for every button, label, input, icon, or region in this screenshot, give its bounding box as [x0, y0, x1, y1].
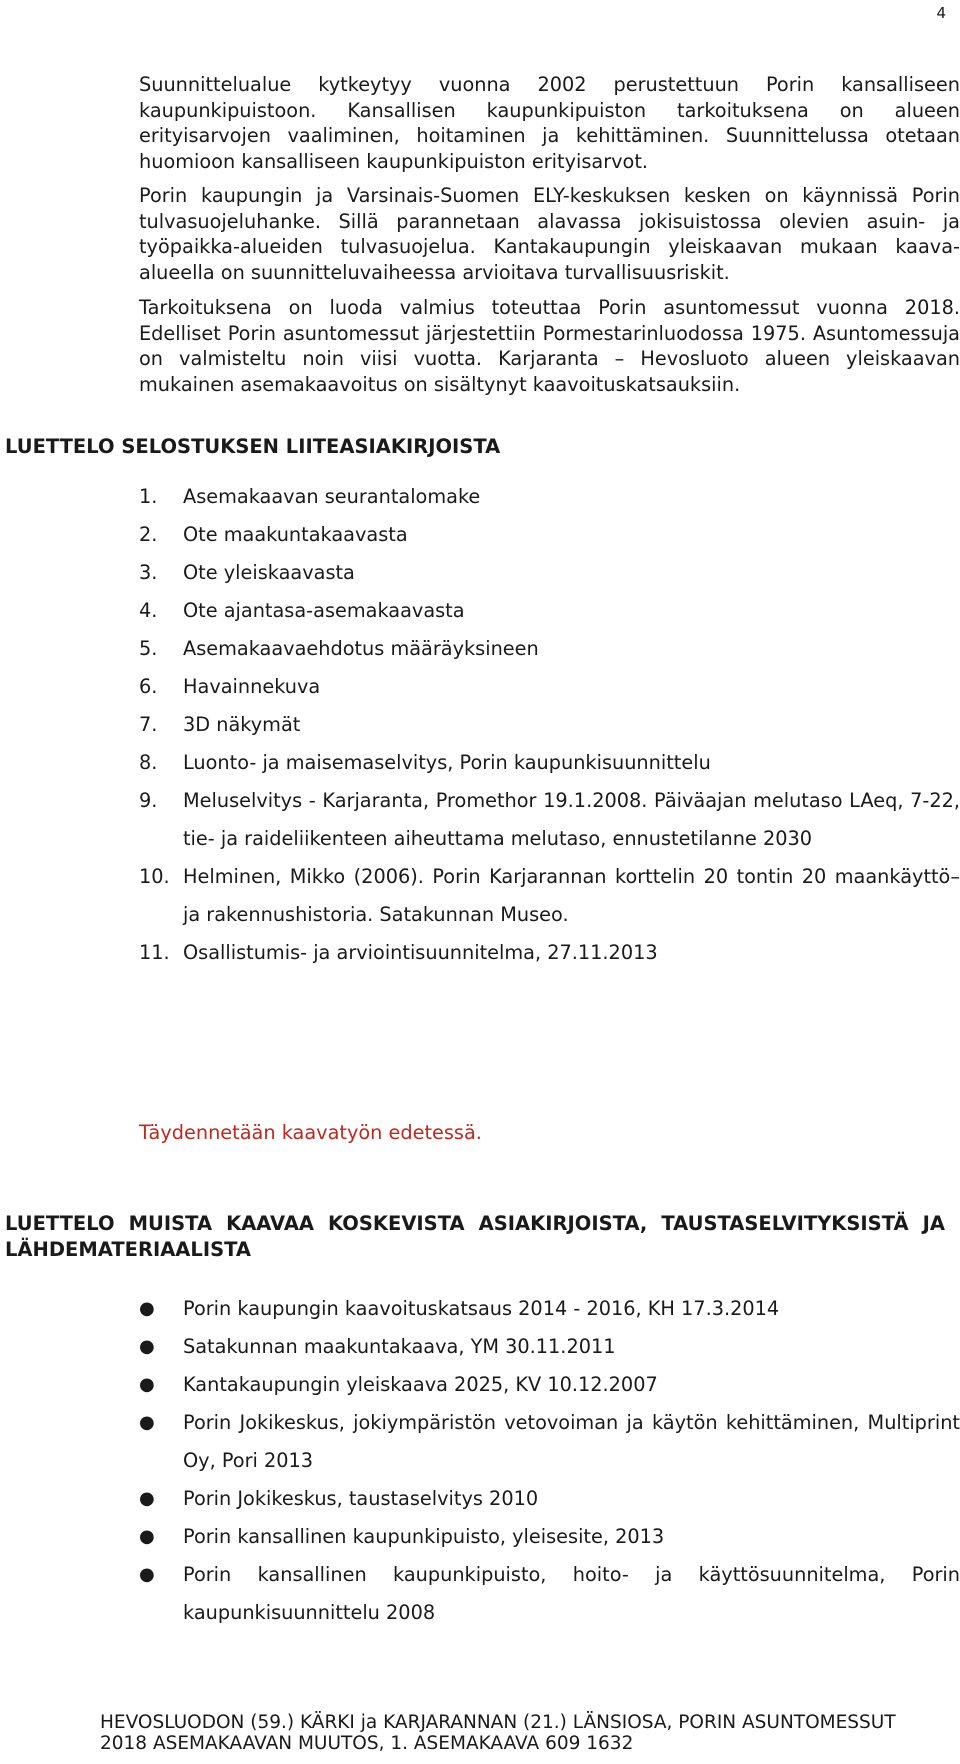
- list-item: ● Porin kansallinen kaupunkipuisto, hoito- ja käyttösuunnitelma, Porin kaupunkisuunnittelu 2008: [139, 1556, 960, 1632]
- paragraph-asuntomessut: Tarkoituksena on luoda valmius toteuttaa Porin asuntomessut vuonna 2018. Edelliset Porin asuntomessut järjestettiin Pormestarinluodossa 1975. Asuntomessuja on valmisteltu noin viisi vuotta. Karjaranta – Hevosluoto alueen yleiskaavan mukainen asemakaavoitus on sisältynyt kaavoituskatsauksiin.: [139, 296, 960, 396]
- completion-note: Täydennetään kaavatyön edetessä.: [139, 1121, 482, 1144]
- list-item: ● Kantakaupungin yleiskaava 2025, KV 10.12.2007: [139, 1366, 960, 1404]
- footer-line-2: 2018 ASEMAKAAVAN MUUTOS, 1. ASEMAKAAVA 609 1632: [100, 1733, 634, 1754]
- list-item: 9. Meluselvitys - Karjaranta, Promethor 19.1.2008. Päiväajan melutaso LAeq, 7-22, tie- ja raideliikenteen aiheuttama melutaso, ennustetilanne 2030: [139, 789, 960, 850]
- bullet-icon: ●: [139, 1374, 155, 1395]
- list-item: ● Porin Jokikeskus, taustaselvitys 2010: [139, 1480, 960, 1518]
- attachments-heading: LUETTELO SELOSTUKSEN LIITEASIAKIRJOISTA: [5, 435, 501, 458]
- bullet-icon: ●: [139, 1412, 155, 1433]
- list-item: 1. Asemakaavan seurantalomake: [139, 485, 481, 508]
- bullet-icon: ●: [139, 1298, 155, 1319]
- list-item: 3. Ote yleiskaavasta: [139, 561, 355, 584]
- list-item: 8. Luonto- ja maisemaselvitys, Porin kaupunkisuunnittelu: [139, 751, 711, 774]
- list-item: ● Porin Jokikeskus, jokiympäristön vetovoiman ja käytön kehittäminen, Multiprint Oy, Pori 2013: [139, 1404, 960, 1480]
- list-item: ● Porin kansallinen kaupunkipuisto, yleisesite, 2013: [139, 1518, 960, 1556]
- bullet-icon: ●: [139, 1336, 155, 1357]
- bullet-icon: ●: [139, 1564, 155, 1585]
- bullet-icon: ●: [139, 1488, 155, 1509]
- list-item: 11. Osallistumis- ja arviointisuunnitelma, 27.11.2013: [139, 941, 658, 964]
- paragraph-kaupunkipuisto: Suunnittelualue kytkeytyy vuonna 2002 perustettuun Porin kansalliseen kaupunkipuistoon. Kansallisen kaupunkipuiston tarkoituksena on alueen erityisarvojen vaaliminen, hoitaminen ja kehittäminen. Suunnittelussa otetaan huomioon kansalliseen kaupunkipuiston erityisarvot.: [139, 73, 960, 173]
- paragraph-tulvasuojelu: Porin kaupungin ja Varsinais-Suomen ELY-keskuksen kesken on käynnissä Porin tulvasuojeluhanke. Sillä parannetaan alavassa jokisuistossa olevien asuin- ja työpaikka-alueiden tulvasuojelua. Kantakaupungin yleiskaavan mukaan kaava-alueella on suunnitteluvaiheessa arvioitava turvallisuusriskit.: [139, 184, 960, 284]
- list-item: 10. Helminen, Mikko (2006). Porin Karjarannan korttelin 20 tontin 20 maankäyttö– ja rakennushistoria. Satakunnan Museo.: [139, 865, 960, 926]
- attachments-list: [139, 478, 960, 972]
- list-item: ● Porin kaupungin kaavoituskatsaus 2014 - 2016, KH 17.3.2014: [139, 1290, 960, 1328]
- list-item: 4. Ote ajantasa-asemakaavasta: [139, 599, 465, 622]
- other-docs-heading: LUETTELO MUISTA KAAVAA KOSKEVISTA ASIAKIRJOISTA, TAUSTASELVITYKSISTÄ JA LÄHDEMATERIAALISTA: [5, 1212, 945, 1261]
- list-item: 7. 3D näkymät: [139, 713, 301, 736]
- bullet-icon: ●: [139, 1526, 155, 1547]
- footer: [100, 1712, 896, 1754]
- footer-line-1: HEVOSLUODON (59.) KÄRKI ja KARJARANNAN (21.) LÄNSIOSA, PORIN ASUNTOMESSUT: [100, 1712, 896, 1733]
- list-item: ● Satakunnan maakuntakaava, YM 30.11.2011: [139, 1328, 960, 1366]
- list-item: 5. Asemakaavaehdotus määräyksineen: [139, 637, 539, 660]
- other-docs-list: [139, 1290, 960, 1632]
- list-item: 2. Ote maakuntakaavasta: [139, 523, 408, 546]
- page-number: 4: [936, 4, 946, 22]
- list-item: 6. Havainnekuva: [139, 675, 321, 698]
